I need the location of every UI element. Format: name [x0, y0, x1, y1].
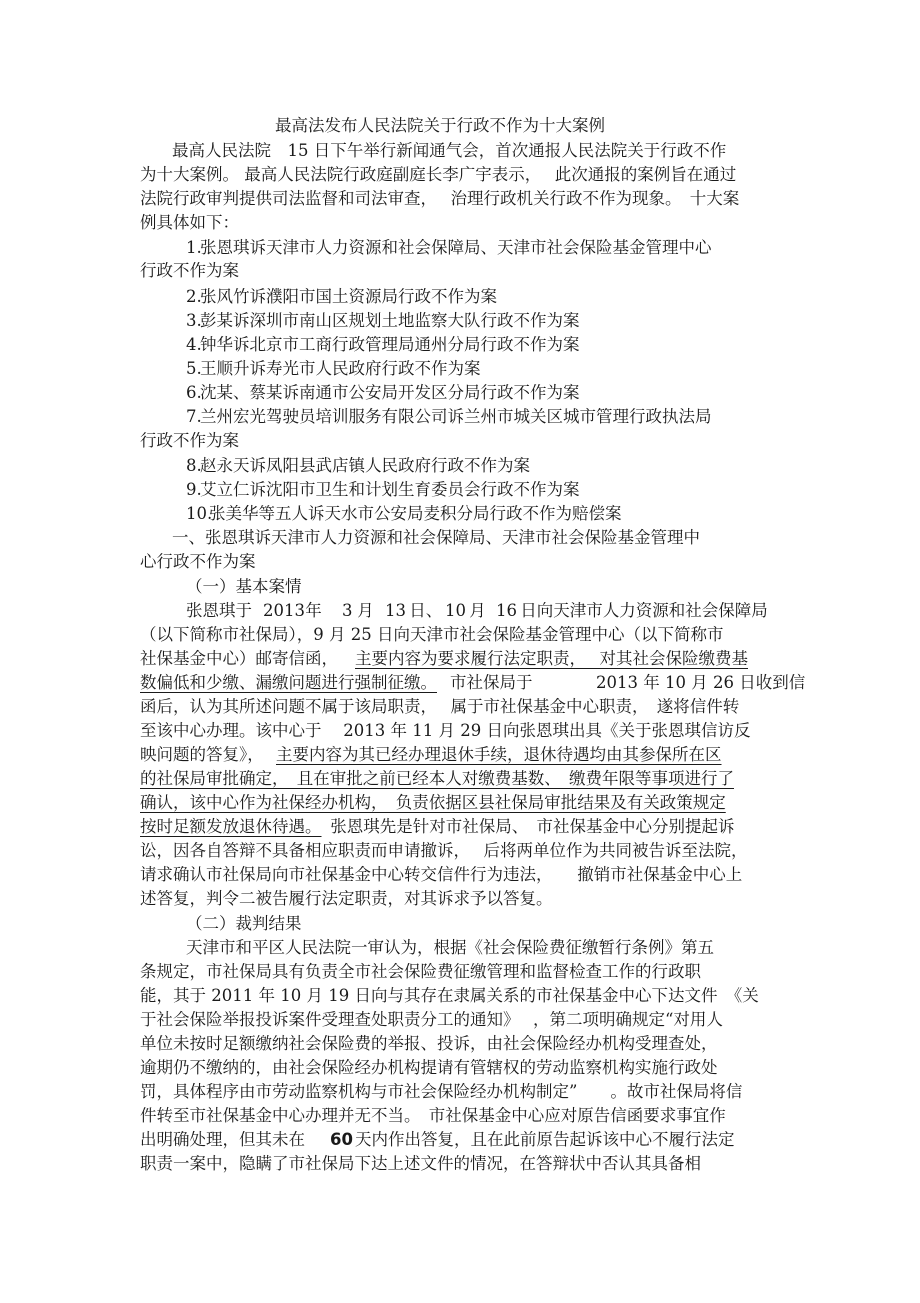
body-line	[0, 742, 920, 768]
case-text: 艾立仁诉沈阳市卫生和计划生育委员会行政不作为案	[200, 480, 580, 499]
case-number: 9.	[186, 480, 202, 499]
text: 最高人民法院 15 日下午举行新闻通气会，首次通报人民法院关于行政不作	[172, 141, 727, 160]
body-line	[0, 670, 920, 696]
body-line	[0, 959, 920, 985]
case-item-continued	[0, 258, 920, 284]
text: 年	[300, 601, 327, 620]
text: 2013	[263, 601, 305, 620]
case-item	[0, 404, 920, 430]
body-line	[0, 694, 920, 720]
text: 条规定，市社保局具有负责全市社会保险费征缴管理和监督检查工作的行政职	[140, 962, 701, 981]
case-number: 5.	[186, 359, 202, 378]
case-number: 2.	[186, 287, 202, 306]
intro-line	[0, 210, 920, 236]
text: 能，其于 2011 年 10 月 19 日向与其存在隶属关系的市社保基金中心下达文件 《关	[140, 986, 759, 1005]
case-text: 赵永天诉凤阳县武店镇人民政府行政不作为案	[200, 456, 530, 475]
text: 例具体如下：	[140, 213, 239, 232]
text: 述答复，判令二被告履行法定职责，对其诉求予以答复。	[140, 889, 553, 908]
body-line	[0, 622, 920, 648]
case-number: 3.	[186, 311, 202, 330]
case-item	[0, 477, 920, 503]
body-line	[0, 814, 920, 840]
underlined-text: 按时足额发放退休待遇。	[140, 817, 322, 836]
case-number: 10.	[186, 504, 213, 523]
body-line	[0, 766, 920, 792]
text: （以下简称市社保局），9 月 25 日向天津市社会保险基金管理中心（以下简称市	[140, 625, 724, 644]
case-text: 彭某诉深圳市南山区规划土地监察大队行政不作为案	[200, 311, 580, 330]
text: 函后，认为其所述问题不属于该局职责， 属于市社保基金中心职责， 遂将信件转	[140, 697, 740, 716]
body-line	[0, 935, 920, 961]
case-text: 兰州宏光驾驶员培训服务有限公司诉兰州市城关区城市管理行政执法局	[200, 407, 712, 426]
text: 至该中心办理。该中心于 2013 年 11 月 29 日向张恩琪出具《关于张恩琪信访反	[140, 721, 751, 740]
case-number: 4.	[186, 335, 202, 354]
text: 16	[496, 601, 517, 620]
text: 天津市和平区人民法院一审认为，根据《社会保险费征缴暂行条例》第五	[186, 938, 714, 957]
text: 3	[342, 601, 353, 620]
title-text: 最高法发布人民法院关于行政不作为十大案例	[275, 116, 605, 135]
text: 13	[385, 601, 406, 620]
underlined-text: 确认，该中心作为社保经办机构， 负责依据区县社保局审批结果及有关政策规定	[140, 793, 726, 812]
body-line	[0, 983, 920, 1009]
intro-line	[0, 138, 920, 164]
text: 职责一案中，隐瞒了市社保局下达上述文件的情况，在答辩状中否认其具备相	[140, 1154, 701, 1173]
text: 2013 年 10 月 26 日收到信	[596, 673, 806, 692]
text: 张恩琪于	[186, 601, 258, 620]
body-line	[0, 886, 920, 912]
text: 10	[445, 601, 466, 620]
text: 法院行政审判提供司法监督和司法审查， 治理行政机关行政不作为现象。 十大案	[140, 189, 740, 208]
section-heading	[0, 525, 920, 551]
text: 一、张恩琪诉天津市人力资源和社会保障局、天津市社会保险基金管理中	[172, 528, 700, 547]
case-item	[0, 380, 920, 406]
text: 日向天津市人力资源和社会保障局	[515, 601, 768, 620]
text: 为十大案例。 最高人民法院行政庭副庭长李广宇表示， 此次通报的案例旨在通过	[140, 165, 737, 184]
text: 逾期仍不缴纳的，由社会保险经办机构提请有管辖权的劳动监察机构实施行政处	[140, 1058, 718, 1077]
underlined-text: 的社保局审批确定， 且在审批之前已经本人对缴费基数、 缴费年限等事项进行了	[140, 769, 734, 788]
intro-line	[0, 162, 920, 188]
body-line	[0, 862, 920, 888]
text: 天内作出答复，且在此前原告起诉该中心不履行法定	[355, 1130, 735, 1149]
case-text: 张恩琪诉天津市人力资源和社会保障局、天津市社会保险基金管理中心	[200, 238, 712, 257]
text: 月	[464, 601, 491, 620]
text: 心行政不作为案	[140, 552, 256, 571]
body-line	[0, 1007, 920, 1033]
text: 单位未按时足额缴纳社会保险费的举报、投诉，由社会保险经办机构受理查处，	[140, 1034, 718, 1053]
body-line	[0, 1151, 920, 1177]
text: 于社会保险举报投诉案件受理查处职责分工的通知》 ，第二项明确规定“对用人	[140, 1010, 723, 1029]
text: 月	[352, 601, 379, 620]
text: 出明确处理，但其未在	[140, 1130, 322, 1149]
case-number: 7.	[186, 407, 202, 426]
section-heading	[0, 549, 920, 575]
body-line	[0, 1079, 920, 1105]
text: 件转至市社保基金中心办理并无不当。 市社保基金中心应对原告信函要求事宜作	[140, 1106, 726, 1125]
body-line	[0, 598, 920, 624]
case-text: 行政不作为案	[140, 431, 239, 450]
bold-number: 60	[330, 1130, 353, 1149]
underlined-text: 主要内容为要求履行法定职责， 对其社会保险缴费基	[355, 649, 748, 668]
case-item	[0, 284, 920, 310]
body-line	[0, 790, 920, 816]
case-text: 王顺升诉寿光市人民政府行政不作为案	[200, 359, 481, 378]
case-number: 8.	[186, 456, 202, 475]
text: 罚，具体程序由市劳动监察机构与市社会保险经办机构制定” 。故市社保局将信	[140, 1082, 743, 1101]
text: 社保基金中心）邮寄信函，	[140, 649, 338, 668]
case-item	[0, 501, 920, 527]
case-number: 6.	[186, 383, 202, 402]
case-number: 1.	[186, 238, 202, 257]
text: 张恩琪先是针对市社保局、 市社保基金中心分别提起诉	[325, 817, 735, 836]
case-text: 行政不作为案	[140, 261, 239, 280]
subsection-heading	[0, 911, 920, 937]
case-item	[0, 356, 920, 382]
text: （二）裁判结果	[186, 914, 302, 933]
document-title	[0, 113, 920, 139]
case-text: 钟华诉北京市工商行政管理局通州分局行政不作为案	[200, 335, 580, 354]
body-line	[0, 1127, 920, 1153]
case-item	[0, 332, 920, 358]
case-text: 沈某、蔡某诉南通市公安局开发区分局行政不作为案	[200, 383, 580, 402]
case-item	[0, 453, 920, 479]
case-text: 张美华等五人诉天水市公安局麦积分局行政不作为赔偿案	[209, 504, 622, 523]
body-line	[0, 1055, 920, 1081]
case-item-continued	[0, 428, 920, 454]
case-text: 张风竹诉濮阳市国土资源局行政不作为案	[200, 287, 497, 306]
text: （一）基本案情	[186, 577, 302, 596]
body-line	[0, 718, 920, 744]
body-line	[0, 838, 920, 864]
text: 请求确认市社保局向市社保基金中心转交信件行为违法， 撤销市社保基金中心上	[140, 865, 743, 884]
subsection-heading	[0, 574, 920, 600]
text: 日、	[404, 601, 443, 620]
case-item	[0, 308, 920, 334]
underlined-text: 主要内容为其已经办理退休手续，退休待遇均由其参保所在区	[276, 745, 722, 764]
text: 映问题的答复》，	[140, 745, 264, 764]
body-line	[0, 1103, 920, 1129]
text: 讼，因各自答辩不具备相应职责而申请撤诉， 后将两单位作为共同被告诉至法院，	[140, 841, 748, 860]
body-line	[0, 646, 920, 672]
text: 市社保局于	[450, 673, 533, 692]
intro-line	[0, 186, 920, 212]
body-line	[0, 1031, 920, 1057]
underlined-text: 数偏低和少缴、漏缴问题进行强制征缴。	[140, 673, 437, 692]
